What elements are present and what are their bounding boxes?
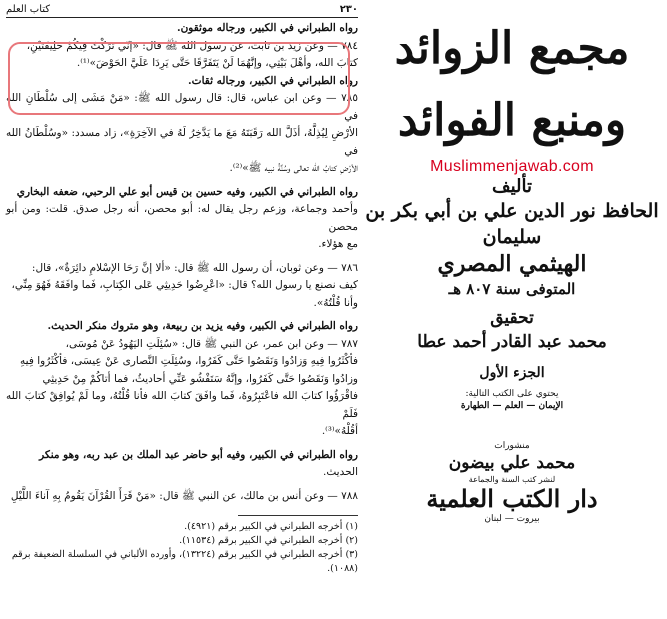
author-nisba: الهيثمي المصري [437,251,587,277]
publisher-city: بيروت — لبنان [484,514,540,524]
hadith-line: رواه الطبراني في الكبير، ورجاله ثقات. [188,74,358,87]
hadith-line: مع هؤلاء. [318,238,358,250]
hadith-line: رواه الطبراني في الكبير، وفيه أبو حاضر عبد الملك بن عبد ربه، وهو منكر [39,448,358,461]
hadith-line: وأنا قُلْتُهُ». [313,296,358,309]
volume-label: الجزء الأول [479,365,545,381]
hadith-line: رواه الطبراني في الكبير، وفيه حسين بن قيس أبو علي الرحبي، ضعفه البخاري [16,185,358,198]
footnote: (٢) أخرجه الطبراني في الكبير برقم (١١٥٣٤). [179,535,358,546]
page-header [6,4,358,18]
author-label: تأليف [491,176,533,197]
hadith-line: فاقْرَؤُوا كتابَ الله فاعْتَبِرُوهُ، فَما وافَقَ كتابَ الله فأنا قُلْتُهُ، وما لَمْ يُوافِقْ كتابَ الله فَلَمْ [6,390,358,420]
hadith-line: الأرْضِ كتابُ الله تعالى وسُنَّةُ نبيه ﷺ»⁽²⁾. [229,162,358,174]
hadith-line: وأحمد وجماعة، وزعم رجل يقال له: أبو محصن، أنه رجل صدق. قلت: ومن أبو محصن [6,203,358,233]
hadith-line: ٧٨٨ — وعن أنس بن مالك، عن النبي ﷺ قال: «مَنْ قَرَأَ القُرْآنَ يَقُومُ بِهِ آناءَ اللَّيْلِ [10,489,358,502]
death-date: المتوفى سنة ٨٠٧ هـ [448,280,576,298]
hadith-line: كتابَ الله، وأهْلَ بَيْتِي، وإنَّهُمَا لَنْ يَتَفَرَّقَا حَتَّى يَرِدَا عَلَيَّ الحَوْضَ»⁽¹⁾. [76,57,358,69]
editor-name: محمد عبد القادر أحمد عطا [417,332,607,352]
hadith-line: الأرْضِ لِيُذِلَّهُ، أذَلَّ الله رَقَبَتَهُ مَعَ ما يَدَّخِرُ لَهُ في الآخِرَةِ»، زاد مسدد: «وسُلْطَانُ الله في [6,127,358,157]
hadith-line: ٧٨٤ — وعن زيد بن ثابت، عن رسول الله ﷺ قال: «إنّي تَرَكْتُ فِيكُمْ خَلِيفَتَيْنِ، [26,39,358,52]
publisher-block [362,440,662,525]
hadith-line: رواه الطبراني في الكبير، وفيه يزيد بن ربيعة، وهو متروك منكر الحديث. [47,320,358,332]
page-number: ٢٣٠ [339,4,358,15]
hadith-line: أقُلْهُ»⁽³⁾. [321,425,358,437]
book-subtitle: ومنبع الفوائد [397,95,627,146]
publications-label: منشورات [494,441,530,451]
hadith-line: كيف نصنع يا رسول الله؟ قال: «اعْرِضُوا حَدِيثِي عَلى الكِتابِ، فَما وافَقَهُ فَهُوَ مِنِّي، [11,279,358,291]
title-page [362,4,662,616]
contents-intro: يحتوي على الكتب التالية: [465,389,559,399]
book-title: مجمع الزوائد [394,23,630,74]
footnote: (١) أخرجه الطبراني في الكبير برقم (٤٩٢١). [184,521,358,532]
hadith-page [6,4,358,614]
hadith-line: وزادُوا وَنَقَصُوا حَتَّى كَفَرُوا، وإنَّهُ سَتَفْشُو عَنِّي أحاديثُ، فما أتاكُمْ مِنْ حَدِيثِي [42,372,358,385]
tahqiq-label: تحقيق [490,308,534,328]
footnote-divider [238,515,358,516]
hadith-line: ٧٨٧ — وعن ابن عمر، عن النبي ﷺ قال: «سُئِلَتِ اليَهُودُ عَنْ مُوسَى، [65,337,358,350]
publishing-house: دار الكتب العلمية [426,484,598,513]
footnote: (٣) أخرجه الطبراني في الكبير برقم (١٣٢٢٤)، وأورده الألباني في السلسلة الضعيفة برقم [11,549,358,560]
publisher-desc: لنشر كتب السنة والجماعة [468,475,556,484]
hadith-line: الحديث. [323,466,358,478]
hadith-line: رواه الطبراني في الكبير، ورجاله موثقون. [176,22,358,34]
hadith-line: فأكْثَرُوا فِيهِ وَزادُوا وَنَقَصُوا حَتَّى كَفَرُوا، وسُئِلَتِ النَّصارى عَنْ عِيسَى، فأكْثَرُوا فِيهِ [20,355,358,367]
contents-list: الإيمان — العلم — الطهارة [460,401,564,411]
section-title: كتاب العلم [6,4,51,15]
watermark-text: Muslimmenjawab.com [430,158,594,175]
hadith-line: ٧٨٦ — وعن ثوبان، أن رسول الله ﷺ قال: «ألا إنَّ رَحَا الإسْلامِ دائِرَةٌ»، قال: [31,261,358,274]
hadith-line: ٧٨٥ — وعن ابن عباس، قال: قال رسول الله ﷺ: «مَنْ مَشَى إلى سُلْطَانِ الله في [6,92,358,122]
author-name: الحافظ نور الدين علي بن أبي بكر بن سليمان [365,200,659,248]
footnote: (١٠٨٨). [327,563,358,574]
publisher-name: محمد علي بيضون [448,453,576,473]
